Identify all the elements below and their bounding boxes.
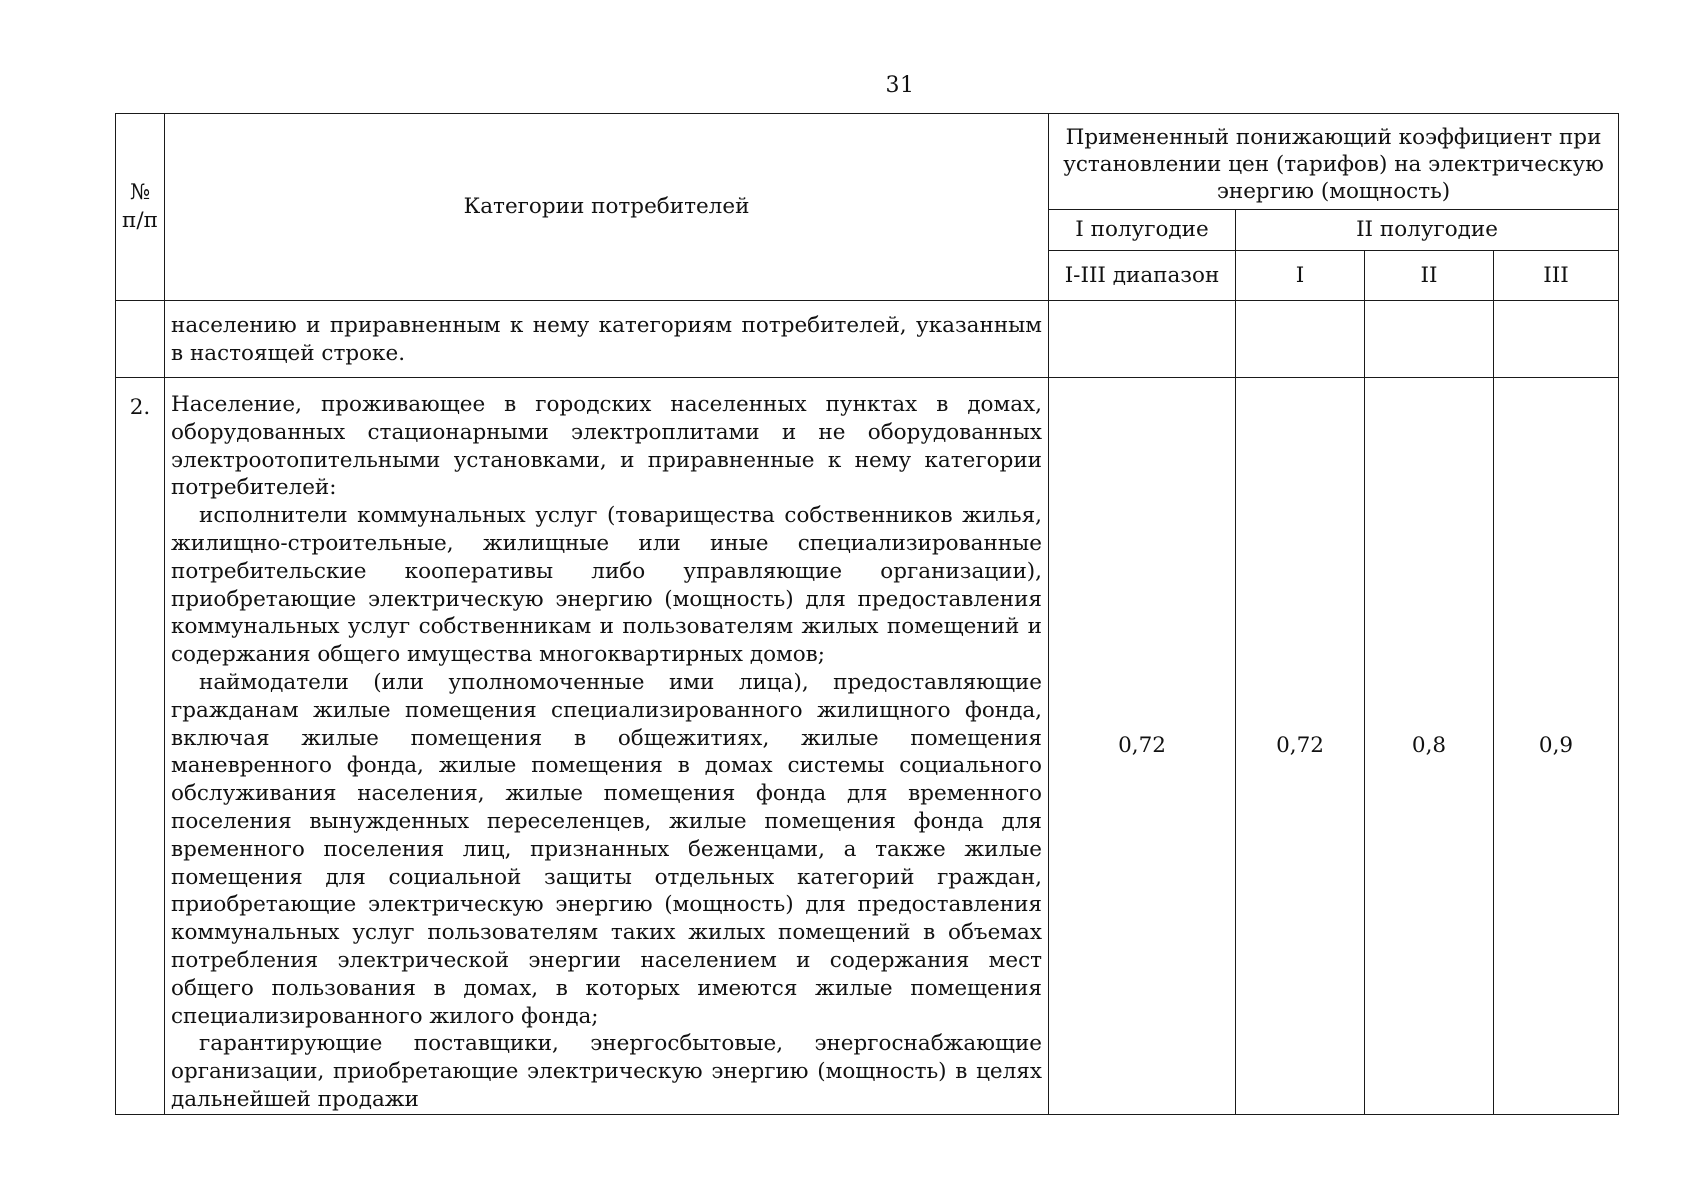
continuation-value-3 [1365, 301, 1494, 378]
header-range-1: I [1236, 251, 1365, 301]
coefficients-table [115, 113, 1619, 1115]
header-number-abbr: п/п [122, 208, 158, 233]
continuation-value-1 [1049, 301, 1236, 378]
header-number [116, 114, 165, 301]
header-category: Категории потребителей [165, 114, 1049, 301]
continuation-value-2 [1236, 301, 1365, 378]
row-paragraph-intro: Население, проживающее в городских населенных пунктах в домах, оборудованных стационарными электроплитами и не оборудованных электроотопительными установками, и приравненные к нему категории потребителей: [171, 392, 1042, 501]
header-range-2: II [1365, 251, 1494, 301]
continuation-row [116, 301, 1619, 378]
header-half-1: I полугодие [1049, 210, 1236, 251]
row-paragraph-suppliers: гарантирующие поставщики, энергосбытовые, энергоснабжающие организации, приобретающие электрическую энергию (мощность) в целях дальнейшей продажи [171, 1031, 1042, 1112]
continuation-value-4 [1494, 301, 1619, 378]
row-number: 2. [116, 378, 165, 1115]
header-range-all: I-III диапазон [1049, 251, 1236, 301]
continuation-text: населению и приравненным к нему категориям потребителей, указанным в настоящей строке. [165, 301, 1049, 378]
header-number-symbol: № [129, 180, 151, 205]
header-coefficient: Примененный понижающий коэффициент при установлении цен (тарифов) на электрическую энергию (мощность) [1049, 114, 1619, 210]
header-row-1 [116, 114, 1619, 210]
header-half-2: II полугодие [1236, 210, 1619, 251]
header-range-3: III [1494, 251, 1619, 301]
page-number: 31 [885, 73, 915, 98]
value-half2-range1: 0,72 [1236, 378, 1365, 1115]
value-half2-range3: 0,9 [1494, 378, 1619, 1115]
continuation-number [116, 301, 165, 378]
row-paragraph-utilities: исполнители коммунальных услуг (товарищества собственников жилья, жилищно-строительные, жилищные или иные специализированные потребительские кооперативы либо управляющие организации), приобретающие электрическую энергию (мощность) для предоставления коммунальных услуг собственникам и пользователям жилых помещений и содержания общего имущества многоквартирных домов; [171, 503, 1042, 668]
value-half2-range2: 0,8 [1365, 378, 1494, 1115]
row-paragraph-landlords: наймодатели (или уполномоченные ими лица), предоставляющие гражданам жилые помещения специализированного жилищного фонда, включая жилые помещения в общежитиях, жилые помещения маневренного фонда, жилые помещения в домах системы социального обслуживания населения, жилые помещения фонда для временного поселения вынужденных переселенцев, жилые помещения фонда для временного поселения лиц, признанных беженцами, а также жилые помещения для социальной защиты отдельных категорий граждан, приобретающие электрическую энергию (мощность) для предоставления коммунальных услуг пользователям таких жилых помещений в объемах потребления электрической энергии населением и содержания мест общего пользования в домах, в которых имеются жилые помещения специализированного жилого фонда; [171, 669, 1042, 1029]
table-row-2 [116, 378, 1619, 1115]
value-half1-all: 0,72 [1049, 378, 1236, 1115]
row-category-text [165, 378, 1049, 1115]
